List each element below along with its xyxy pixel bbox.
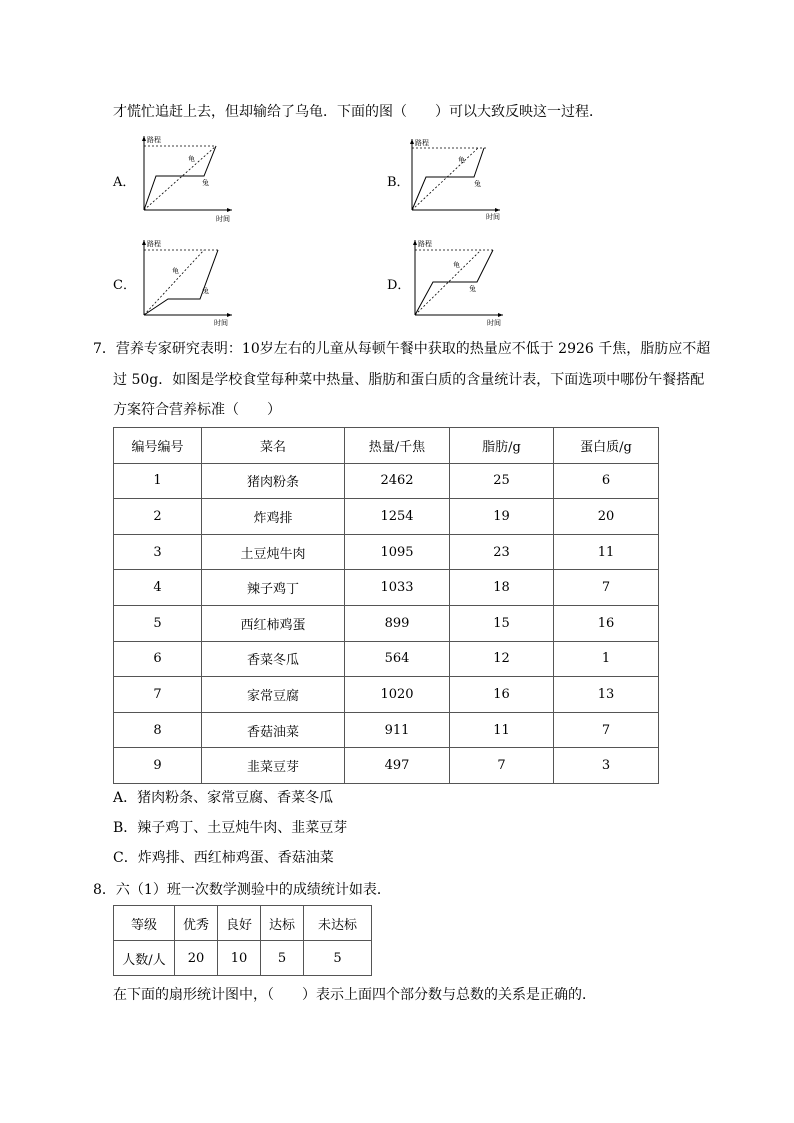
table-cell: 899 (345, 605, 450, 641)
option-c-label: C． (113, 278, 136, 293)
table-cell: 1033 (345, 570, 450, 606)
table-row (114, 463, 659, 499)
axis-y-label: 路程 (147, 240, 161, 248)
table-cell: 12 (450, 641, 554, 677)
table-cell: 6 (114, 641, 202, 677)
table-cell: 香菇油菜 (202, 712, 345, 748)
table-cell: 13 (554, 677, 659, 713)
table-cell: 7 (554, 712, 659, 748)
axis-x-label: 时间 (486, 213, 500, 221)
table-header-cell: 脂肪/g (450, 428, 554, 464)
table-row (114, 641, 659, 677)
table-cell: 香菜冬瓜 (202, 641, 345, 677)
table-cell: 11 (450, 712, 554, 748)
table-row (114, 605, 659, 641)
table-cell: 25 (450, 463, 554, 499)
table-cell: 1020 (345, 677, 450, 713)
table-cell: 497 (345, 748, 450, 784)
nutrition-table (113, 427, 659, 784)
table-cell: 8 (114, 712, 202, 748)
rabbit-label: 兔 (202, 287, 209, 295)
table-cell: 18 (450, 570, 554, 606)
question-7-line-3: 方案符合营养标准（ ） (113, 402, 281, 418)
rabbit-label: 兔 (202, 179, 209, 187)
table-row (114, 570, 659, 606)
table-cell: 7 (114, 677, 202, 713)
option-d-label: D． (387, 278, 411, 293)
table-cell: 2462 (345, 463, 450, 499)
option-a-label: A． (113, 175, 136, 190)
axis-y-label: 路程 (418, 240, 432, 248)
table-cell: 16 (554, 605, 659, 641)
table-cell: 10 (218, 941, 261, 976)
table-cell: 7 (450, 748, 554, 784)
axis-y-label: 路程 (415, 139, 429, 147)
option-b-graph (406, 136, 506, 222)
rabbit-label: 兔 (474, 180, 481, 188)
table-cell: 西红柿鸡蛋 (202, 605, 345, 641)
axis-y-label: 路程 (147, 136, 161, 144)
table-cell: 4 (114, 570, 202, 606)
question-8-line-2: 在下面的扇形统计图中，（ ）表示上面四个部分数与总数的关系是正确的． (113, 987, 596, 1003)
table-cell: 3 (554, 748, 659, 784)
table-cell: 19 (450, 499, 554, 535)
table-row (114, 499, 659, 535)
question-7-line-2: 过 50g．如图是学校食堂每种菜中热量、脂肪和蛋白质的含量统计表，下面选项中哪份午餐搭配 (113, 372, 705, 388)
table-row (114, 712, 659, 748)
question-7-option-c: C．炸鸡排、西红柿鸡蛋、香菇油菜 (113, 850, 334, 866)
table-cell: 15 (450, 605, 554, 641)
question-7-line-1: 7．营养专家研究表明：10岁左右的儿童从每顿午餐中获取的热量应不低于 2926 千焦，脂肪应不超 (93, 341, 711, 357)
turtle-label: 龟 (453, 261, 460, 269)
table-cell: 3 (114, 534, 202, 570)
table-cell: 韭菜豆芽 (202, 748, 345, 784)
table-header-cell: 热量/千焦 (345, 428, 450, 464)
table-header-cell: 达标 (261, 906, 304, 941)
axis-x-label: 时间 (216, 215, 230, 223)
table-header-cell: 未达标 (304, 906, 372, 941)
table-cell: 9 (114, 748, 202, 784)
question-7-option-a: A．猪肉粉条、家常豆腐、香菜冬瓜 (113, 790, 334, 806)
table-cell: 炸鸡排 (202, 499, 345, 535)
table-cell: 1095 (345, 534, 450, 570)
table-cell: 2 (114, 499, 202, 535)
table-header-cell: 等级 (114, 906, 175, 941)
table-header-cell: 菜名 (202, 428, 345, 464)
table-cell: 1254 (345, 499, 450, 535)
table-cell: 6 (554, 463, 659, 499)
table-row (114, 748, 659, 784)
table-cell: 1 (554, 641, 659, 677)
axis-x-label: 时间 (214, 319, 228, 327)
option-a-graph (138, 133, 238, 223)
table-cell: 5 (304, 941, 372, 976)
question-7-option-b: B．辣子鸡丁、土豆炖牛肉、韭菜豆芽 (113, 820, 348, 836)
table-header-cell: 编号编号 (114, 428, 202, 464)
table-cell: 5 (114, 605, 202, 641)
table-row (114, 677, 659, 713)
table-cell: 人数/人 (114, 941, 175, 976)
option-b-label: B． (387, 175, 410, 190)
table-header-row (114, 428, 659, 464)
table-header-row (114, 906, 372, 941)
table-cell: 23 (450, 534, 554, 570)
table-cell: 5 (261, 941, 304, 976)
question-8-line-1: 8．六（1）班一次数学测验中的成绩统计如表． (93, 882, 391, 898)
table-cell: 20 (175, 941, 218, 976)
grade-table (113, 905, 372, 976)
turtle-label: 龟 (172, 267, 179, 275)
table-cell: 911 (345, 712, 450, 748)
axis-x-label: 时间 (487, 319, 501, 327)
table-cell: 564 (345, 641, 450, 677)
table-header-cell: 良好 (218, 906, 261, 941)
table-header-cell: 蛋白质/g (554, 428, 659, 464)
turtle-label: 龟 (458, 156, 465, 164)
table-cell: 20 (554, 499, 659, 535)
table-header-cell: 优秀 (175, 906, 218, 941)
table-cell: 1 (114, 463, 202, 499)
rabbit-label: 兔 (469, 285, 476, 293)
table-cell: 辣子鸡丁 (202, 570, 345, 606)
table-cell: 11 (554, 534, 659, 570)
table-row (114, 941, 372, 976)
table-cell: 土豆炖牛肉 (202, 534, 345, 570)
table-cell: 7 (554, 570, 659, 606)
option-c-graph (138, 237, 238, 327)
table-row (114, 534, 659, 570)
question-6-intro: 才慌忙追赶上去，但却输给了乌龟．下面的图（ ）可以大致反映这一过程． (113, 104, 603, 120)
table-cell: 猪肉粉条 (202, 463, 345, 499)
option-d-graph (409, 237, 509, 327)
table-cell: 16 (450, 677, 554, 713)
table-cell: 家常豆腐 (202, 677, 345, 713)
turtle-label: 龟 (188, 155, 195, 163)
